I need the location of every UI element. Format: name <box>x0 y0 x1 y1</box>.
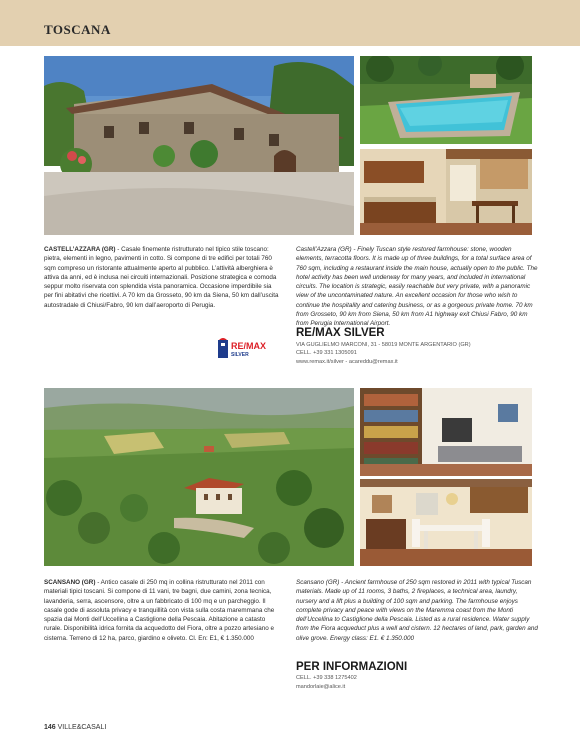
agency-name: RE/MAX SILVER <box>296 327 385 339</box>
remax-logo <box>218 338 280 358</box>
swimming-pool-photo <box>360 56 532 144</box>
listing-description-it <box>44 245 282 310</box>
listing-location-2: SCANSANO (GR) <box>44 579 96 586</box>
library-living-room-photo <box>360 388 532 476</box>
listing-description-it-2 <box>44 578 282 643</box>
listing-description-text: - Casale finemente ristrutturato nel tipico stile toscano: pietra, elementi in legno, pavimenti in cotto. Si compone di tre edifici per totali 760 sqm compreso un ristorante attualmente aperto al pubblico. L’attività alberghiera è attiva da anni, ed è inclusa nei circuiti internazionali. Posizione strategica e comoda seppur molto riservata con splendida vista panoramica. Occasione imperdibile sia per fini abitativi che ricettivi. A 70 km da Grosseto, 90 km da Siena, 50 km dall’uscita autostradale di Chiusi/Fabro, 90 km dall’aeroporto di Perugia. <box>44 246 279 309</box>
section-title: TOSCANA <box>44 22 111 37</box>
listing-description-text-2: - Antico casale di 250 mq in collina ristrutturato nel 2011 con materiali tipici toscani. Si compone di 11 vani, tre bagni, due camini, zona tecnica, lavanderia, serra, ascensore, oltre a un fabbricato di 100 mq e un parcheggio. Il casale gode di assoluta privacy e tranquillità con vista sulla costa maremmana che spazia dai Monti dell’Uccellina a Castiglione della Pescaia. Abitazione a catasto rurale. Disponibilità idrica fornita da acquedotto del Fiora, oltre a pozzo artesiano e cisterna. Terreno di 12 ha, parco, giardino e oliveto. Cl. En: E1, € 1.350.000 <box>44 579 275 642</box>
agency-address: VIA GUGLIELMO MARCONI, 31 - 58019 MONTE ARGENTARIO (GR) <box>296 342 471 348</box>
agency-phone: CELL. +39 331 1305091 <box>296 350 357 356</box>
dining-room-photo <box>360 479 532 566</box>
svg-text:RE/MAX: RE/MAX <box>231 341 267 351</box>
aerial-farmhouse-photo <box>44 388 354 566</box>
section-header <box>0 0 580 46</box>
magazine-name: VILLE&CASALI <box>57 724 107 731</box>
farmhouse-stone-photo <box>44 56 354 235</box>
agency-website[interactable]: www.remax.it/silver - acareddu@remax.it <box>296 359 398 365</box>
listing-description-en-2: Scansano (GR) - Ancient farmhouse of 250 sqm restored in 2011 with typical Tuscan materials. Made up of 11 rooms, 3 baths, 2 fireplaces, a technical area, laundry, nursery and a lift plus a building of 100 sqm and parking. The farmhouse enjoys complete privacy and peace with views on the Maremma coast from the Monti dell’Uccellina to Castiglione della Pescaia. Listed as a rural residence. Water supply from the Fiora acqueduct plus a well and cistern. 12 hectares of land, park, garden and olive grove. Energy class: E1. € 1.350.000 <box>296 579 538 642</box>
listing-description-en: Castell’Azzara (GR) - Finely Tuscan style restored farmhouse: stone, wooden elements, terracotta floors. It is made up of three buildings, for a total surface area of 760 sqm, including a restaurant inside the main house, actually open to the public. The hotel activity has been well underway for many years, and included in international circuits. The location is strategic, easily reachable but very private, with a panoramic view of the uncontaminated nature. An excellent occasion for those who wish to continue the hospitality and catering business, or as a gorgeous private home. 70 km from Grosseto, 90 km from Siena, 50 km from A1 highway exit Chiusi Fabro, 90 km from Perugia International Airport. <box>296 246 538 328</box>
page-number: 146 <box>44 724 56 731</box>
info-phone: CELL. +39 338 1275402 <box>296 675 357 681</box>
svg-text:SILVER: SILVER <box>231 352 249 358</box>
info-email[interactable]: mandorlaie@alice.it <box>296 684 346 690</box>
info-title: PER INFORMAZIONI <box>296 661 408 673</box>
page-footer <box>44 724 106 731</box>
listing-location: CASTELL’AZZARA (GR) <box>44 246 116 253</box>
kitchen-dining-photo <box>360 149 532 235</box>
